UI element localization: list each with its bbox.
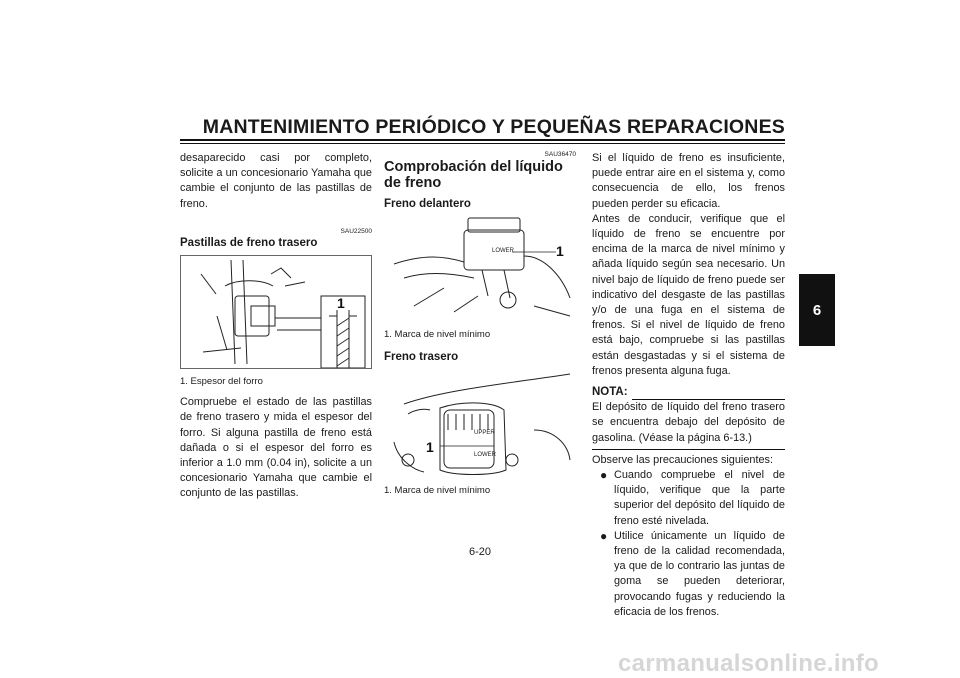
rear-brake-figure	[384, 370, 576, 478]
front-reservoir-illustration	[384, 216, 574, 322]
rear-pads-heading: Pastillas de freno trasero	[180, 236, 318, 249]
bullet-text: Cuando compruebe el nivel de líquido, verifique que la parte superior del depósito del líquido de freno esté nivelada.	[614, 469, 785, 527]
rear-brake-heading: Freno trasero	[384, 351, 459, 364]
rear-pads-body: Compruebe el estado de las pastillas de freno trasero y mida el espesor del forro. Si alguna pastilla de freno está dañada o si el espesor del forro es inferior a 1.0 mm (0.04 in), solicite a un concesionario Yamaha que cambie el conjunto de las pastillas.	[180, 396, 372, 500]
figure-callout: 1	[426, 438, 434, 455]
rear-figure-caption: 1. Marca de nivel mínimo	[384, 484, 491, 496]
watermark: carmanualsonline.info	[618, 650, 880, 677]
precautions-intro: Observe las precauciones siguientes:	[592, 453, 774, 466]
brake-fluid-heading: Comprobación del líquido de freno	[384, 159, 563, 191]
nota-text: El depósito de líquido del freno trasero se encuentra debajo del depósito de gasolina. (Véase la página 6-13.)	[592, 401, 785, 444]
brake-pad-illustration	[181, 256, 371, 368]
bullet-dot-icon: ●	[600, 528, 608, 543]
page-number: 6-20	[468, 546, 492, 558]
lower-mark-label: LOWER	[474, 451, 497, 458]
nota-label: NOTA:	[592, 386, 628, 399]
nota-header	[592, 385, 785, 400]
rear-reservoir-illustration	[384, 370, 574, 478]
upper-mark-label: UPPER	[474, 429, 495, 436]
chapter-tab: 6	[799, 274, 835, 346]
header-rule-thin	[180, 143, 785, 144]
bullet-text: Utilice únicamente un líquido de freno de la calidad recomendada, ya que de lo contrario las juntas de goma se pueden deteriorar, provocando fugas y reduciendo la eficacia de los frenos.	[614, 529, 785, 618]
nota-rule	[632, 389, 785, 400]
header-rule	[180, 139, 785, 141]
figure-callout: 1	[337, 295, 345, 312]
bullet-item	[600, 468, 785, 529]
page-header-title: MANTENIMIENTO PERIÓDICO Y PEQUEÑAS REPARACIONES	[202, 116, 785, 138]
lower-mark-label: LOWER	[492, 248, 515, 255]
column-1	[180, 151, 372, 502]
front-brake-heading: Freno delantero	[384, 198, 471, 210]
front-figure-caption: 1. Marca de nivel mínimo	[384, 329, 491, 341]
insufficient-fluid-paragraph: Si el líquido de freno es insuficiente, puede entrar aire en el sistema y, como consecuencia de ello, los frenos pueden perder su eficacia.	[592, 152, 785, 210]
column-2	[384, 151, 576, 498]
check-level-paragraph: Antes de conducir, verifique que el líquido de freno se encuentre por encima de la marca de nivel mínimo y añada líquido según sea necesario. Un nivel bajo de líquido de freno puede ser indicativo del desgaste de las pastillas y/o de una fuga en el sistema de frenos. Si el nivel de líquido de freno está bajo, compruebe si las pastillas están desgastadas y si el sistema de frenos presenta alguna fuga.	[592, 212, 785, 377]
section-code: SAU22500	[340, 227, 372, 235]
front-brake-figure	[384, 216, 576, 322]
column-3	[592, 151, 785, 620]
bullet-item	[600, 529, 785, 620]
bullet-dot-icon: ●	[600, 468, 608, 483]
nota-end-rule	[592, 449, 785, 450]
figure-caption: 1. Espesor del forro	[180, 376, 263, 388]
brake-pad-figure	[180, 255, 372, 369]
intro-paragraph: desaparecido casi por completo, solicite a un concesionario Yamaha que cambie el conjunto de las pastillas de freno.	[180, 152, 372, 210]
figure-callout: 1	[556, 243, 564, 260]
section-code: SAU36470	[544, 151, 576, 158]
